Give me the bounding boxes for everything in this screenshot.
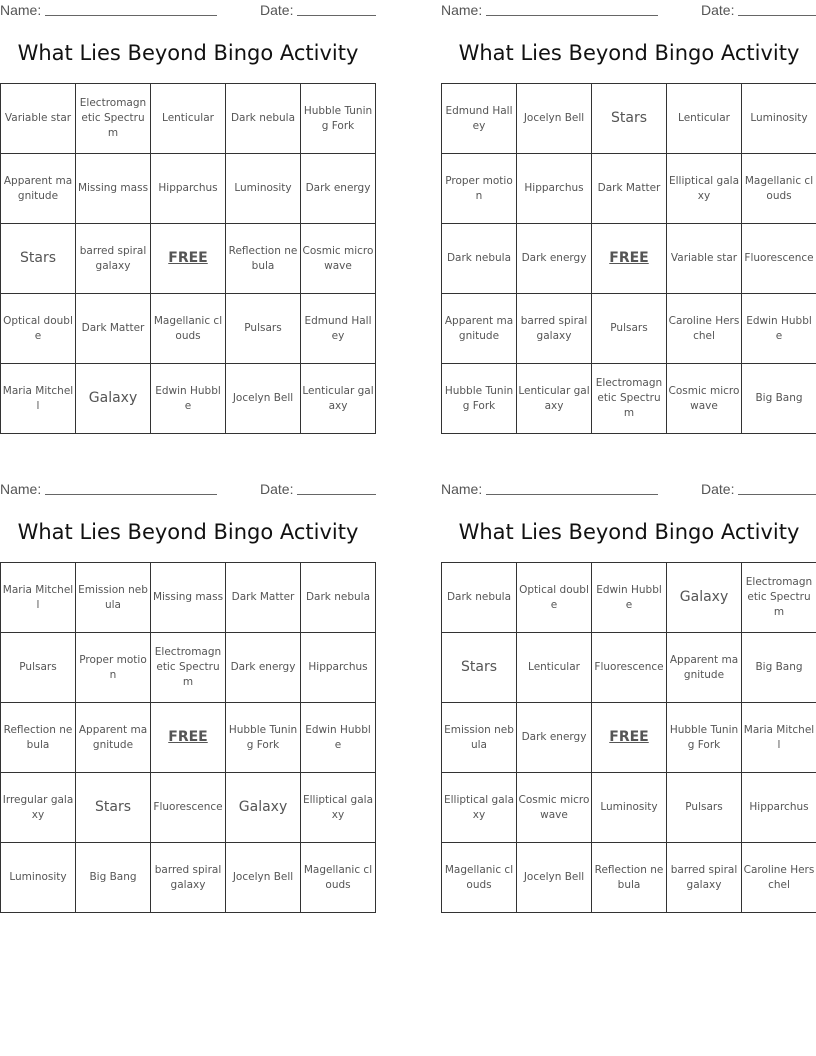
bingo-cell: Big Bang bbox=[742, 364, 816, 434]
bingo-cell: Dark Matter bbox=[76, 294, 151, 364]
name-label: Name: bbox=[441, 481, 483, 497]
bingo-cell: Magellanic clouds bbox=[301, 843, 376, 913]
date-label: Date: bbox=[701, 481, 735, 497]
bingo-cell: Edmund Halley bbox=[301, 294, 376, 364]
bingo-cell: Hipparchus bbox=[151, 154, 226, 224]
bingo-cell: Irregular galaxy bbox=[1, 773, 76, 843]
bingo-cell: Apparent magnitude bbox=[76, 703, 151, 773]
bingo-cell: Magellanic clouds bbox=[442, 843, 517, 913]
bingo-cell: Pulsars bbox=[667, 773, 742, 843]
bingo-cell: Pulsars bbox=[226, 294, 301, 364]
bingo-cell: Edwin Hubble bbox=[151, 364, 226, 434]
bingo-cell: Fluorescence bbox=[742, 224, 816, 294]
bingo-cell: Dark energy bbox=[517, 224, 592, 294]
bingo-cell: Jocelyn Bell bbox=[226, 364, 301, 434]
bingo-cell: Caroline Herschel bbox=[667, 294, 742, 364]
bingo-grid bbox=[441, 83, 816, 434]
bingo-cell: Hipparchus bbox=[742, 773, 816, 843]
date-label: Date: bbox=[260, 481, 294, 497]
bingo-cell: Hubble Tuning Fork bbox=[301, 84, 376, 154]
bingo-cell: Big Bang bbox=[742, 633, 816, 703]
bingo-cell: Hipparchus bbox=[301, 633, 376, 703]
bingo-cell: Electromagnetic Spectrum bbox=[76, 84, 151, 154]
date-label: Date: bbox=[260, 2, 294, 18]
bingo-cell: Reflection nebula bbox=[592, 843, 667, 913]
bingo-cell: Emission nebula bbox=[76, 563, 151, 633]
bingo-cell: Lenticular galaxy bbox=[301, 364, 376, 434]
name-date-bar bbox=[441, 0, 816, 20]
bingo-cell: Galaxy bbox=[76, 364, 151, 434]
name-date-bar bbox=[0, 0, 376, 20]
bingo-cell: Apparent magnitude bbox=[1, 154, 76, 224]
bingo-cell: Elliptical galaxy bbox=[442, 773, 517, 843]
bingo-cell: barred spiral galaxy bbox=[151, 843, 226, 913]
date-field-line bbox=[297, 494, 376, 495]
bingo-cell: Jocelyn Bell bbox=[226, 843, 301, 913]
bingo-cell: Stars bbox=[76, 773, 151, 843]
bingo-cell: Dark energy bbox=[517, 703, 592, 773]
card-title: What Lies Beyond Bingo Activity bbox=[458, 41, 800, 65]
bingo-cell: Reflection nebula bbox=[226, 224, 301, 294]
bingo-cell: Edwin Hubble bbox=[742, 294, 816, 364]
card-title: What Lies Beyond Bingo Activity bbox=[17, 41, 359, 65]
bingo-cell: Dark Matter bbox=[592, 154, 667, 224]
date-label: Date: bbox=[701, 2, 735, 18]
bingo-cell: Dark energy bbox=[226, 633, 301, 703]
bingo-cell: Hubble Tuning Fork bbox=[226, 703, 301, 773]
bingo-cell: Elliptical galaxy bbox=[667, 154, 742, 224]
bingo-cell: Stars bbox=[442, 633, 517, 703]
bingo-cell: Dark nebula bbox=[301, 563, 376, 633]
bingo-cell: Optical double bbox=[1, 294, 76, 364]
bingo-cell: Reflection nebula bbox=[1, 703, 76, 773]
bingo-cell: Stars bbox=[1, 224, 76, 294]
bingo-cell: Fluorescence bbox=[592, 633, 667, 703]
name-date-bar bbox=[0, 479, 376, 499]
name-field-line bbox=[486, 15, 658, 16]
bingo-cell: Proper motion bbox=[442, 154, 517, 224]
bingo-cell: Maria Mitchell bbox=[1, 563, 76, 633]
bingo-cell: Pulsars bbox=[1, 633, 76, 703]
bingo-cell: Dark nebula bbox=[226, 84, 301, 154]
name-field-line bbox=[45, 494, 217, 495]
bingo-cell: Magellanic clouds bbox=[151, 294, 226, 364]
bingo-cell: Emission nebula bbox=[442, 703, 517, 773]
bingo-cell: Apparent magnitude bbox=[442, 294, 517, 364]
bingo-cell: barred spiral galaxy bbox=[667, 843, 742, 913]
bingo-cell: Apparent magnitude bbox=[667, 633, 742, 703]
date-field-line bbox=[738, 15, 816, 16]
bingo-cell: Variable star bbox=[667, 224, 742, 294]
date-field-line bbox=[738, 494, 816, 495]
bingo-cell: Jocelyn Bell bbox=[517, 84, 592, 154]
bingo-cell: Luminosity bbox=[742, 84, 816, 154]
bingo-grid bbox=[441, 562, 816, 913]
name-field-line bbox=[486, 494, 658, 495]
bingo-cell: Electromagnetic Spectrum bbox=[592, 364, 667, 434]
name-label: Name: bbox=[0, 481, 42, 497]
bingo-cell: Caroline Herschel bbox=[742, 843, 816, 913]
bingo-cell: Variable star bbox=[1, 84, 76, 154]
bingo-cell: Luminosity bbox=[1, 843, 76, 913]
bingo-cell: Missing mass bbox=[76, 154, 151, 224]
bingo-cell: barred spiral galaxy bbox=[517, 294, 592, 364]
bingo-cell: Dark nebula bbox=[442, 224, 517, 294]
bingo-cell: Lenticular bbox=[667, 84, 742, 154]
bingo-cell: Big Bang bbox=[76, 843, 151, 913]
bingo-card-2 bbox=[441, 0, 816, 434]
bingo-card-3 bbox=[0, 479, 376, 913]
bingo-cell: Lenticular bbox=[151, 84, 226, 154]
bingo-cell: Edmund Halley bbox=[442, 84, 517, 154]
card-title: What Lies Beyond Bingo Activity bbox=[17, 520, 359, 544]
name-field-line bbox=[45, 15, 217, 16]
bingo-cell: Dark Matter bbox=[226, 563, 301, 633]
date-field-line bbox=[297, 15, 376, 16]
bingo-cell: Galaxy bbox=[226, 773, 301, 843]
bingo-card-4 bbox=[441, 479, 816, 913]
bingo-cell: Magellanic clouds bbox=[742, 154, 816, 224]
bingo-cell: Maria Mitchell bbox=[742, 703, 816, 773]
bingo-cell: Jocelyn Bell bbox=[517, 843, 592, 913]
bingo-cell: Cosmic microwave bbox=[667, 364, 742, 434]
bingo-cell: Optical double bbox=[517, 563, 592, 633]
bingo-cell: barred spiral galaxy bbox=[76, 224, 151, 294]
bingo-cell: Electromagnetic Spectrum bbox=[151, 633, 226, 703]
free-space-cell: FREE bbox=[151, 224, 226, 294]
name-label: Name: bbox=[441, 2, 483, 18]
bingo-grid bbox=[0, 562, 376, 913]
bingo-grid bbox=[0, 83, 376, 434]
bingo-cell: Cosmic microwave bbox=[517, 773, 592, 843]
bingo-cell: Stars bbox=[592, 84, 667, 154]
free-space-cell: FREE bbox=[592, 703, 667, 773]
bingo-cell: Edwin Hubble bbox=[301, 703, 376, 773]
bingo-cell: Luminosity bbox=[226, 154, 301, 224]
bingo-cell: Maria Mitchell bbox=[1, 364, 76, 434]
bingo-cell: Proper motion bbox=[76, 633, 151, 703]
bingo-cell: Dark energy bbox=[301, 154, 376, 224]
free-space-cell: FREE bbox=[151, 703, 226, 773]
bingo-cell: Hipparchus bbox=[517, 154, 592, 224]
bingo-cell: Lenticular galaxy bbox=[517, 364, 592, 434]
name-label: Name: bbox=[0, 2, 42, 18]
name-date-bar bbox=[441, 479, 816, 499]
bingo-cell: Fluorescence bbox=[151, 773, 226, 843]
bingo-cell: Galaxy bbox=[667, 563, 742, 633]
bingo-cell: Elliptical galaxy bbox=[301, 773, 376, 843]
card-title: What Lies Beyond Bingo Activity bbox=[458, 520, 800, 544]
bingo-cell: Missing mass bbox=[151, 563, 226, 633]
bingo-cell: Luminosity bbox=[592, 773, 667, 843]
bingo-cell: Electromagnetic Spectrum bbox=[742, 563, 816, 633]
bingo-cell: Hubble Tuning Fork bbox=[442, 364, 517, 434]
bingo-cell: Pulsars bbox=[592, 294, 667, 364]
free-space-cell: FREE bbox=[592, 224, 667, 294]
bingo-card-1 bbox=[0, 0, 376, 434]
bingo-cell: Edwin Hubble bbox=[592, 563, 667, 633]
bingo-cell: Dark nebula bbox=[442, 563, 517, 633]
bingo-cell: Hubble Tuning Fork bbox=[667, 703, 742, 773]
bingo-cell: Lenticular bbox=[517, 633, 592, 703]
bingo-cell: Cosmic microwave bbox=[301, 224, 376, 294]
